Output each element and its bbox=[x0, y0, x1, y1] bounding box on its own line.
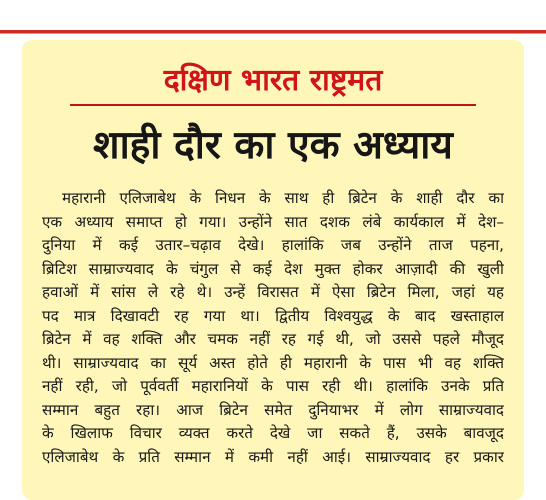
body-line: एक अध्याय समाप्त हो गया। उन्होंने सात दशक लंबे कार्यकाल में देश– bbox=[42, 212, 504, 231]
body-line: ब्रिटिश साम्राज्यवाद के चंगुल से कई देश मुक्त होकर आज़ादी की खुली bbox=[42, 259, 504, 278]
top-red-border bbox=[0, 30, 546, 36]
body-line: महारानी एलिजाबेथ के निधन के साथ ही ब्रिटेन के शाही दौर का bbox=[62, 189, 504, 207]
body-line: के खिलाफ विचार व्यक्त करते देखे जा सकते हैं, उसके बावजूद bbox=[42, 424, 504, 442]
body-line: दुनिया में कई उतार–चढ़ाव देखे। हालांकि जब उन्होंने ताज पहना, bbox=[42, 236, 504, 254]
masthead-text: दक्षिण भारत राष्ट्रमत bbox=[163, 63, 383, 98]
body-line: ब्रिटेन में वह शक्ति और चमक नहीं रह गई थी, जो उससे पहले मौजूद bbox=[42, 330, 504, 348]
masthead-bar bbox=[70, 56, 476, 106]
body-line: पद मात्र दिखावटी रह गया था। द्वितीय विश्वयुद्ध के बाद खस्ताहाल bbox=[42, 306, 504, 325]
masthead-underline bbox=[70, 104, 476, 106]
body-line: हवाओं में सांस ले रहे थे। उन्हें विरासत में ऐसा ब्रिटेन मिला, जहां यह bbox=[42, 283, 504, 301]
editorial-title: शाही दौर का एक अध्याय bbox=[93, 123, 453, 168]
body-line: एलिजाबेथ के प्रति सम्मान में कमी नहीं आई। साम्राज्यवाद हर प्रकार bbox=[42, 447, 504, 466]
page-top-margin bbox=[0, 0, 546, 22]
editorial-body bbox=[42, 187, 504, 469]
body-line: नहीं रही, जो पूर्ववर्ती महारानियों के पास रही थी। हालांकि उनके प्रति bbox=[42, 377, 504, 395]
body-line: सम्मान बहुत रहा। आज ब्रिटेन समेत दुनियाभर में लोग साम्राज्यवाद bbox=[42, 400, 504, 419]
body-line: थी। साम्राज्यवाद का सूर्य अस्त होते ही महारानी के पास भी वह शक्ति bbox=[42, 353, 504, 372]
